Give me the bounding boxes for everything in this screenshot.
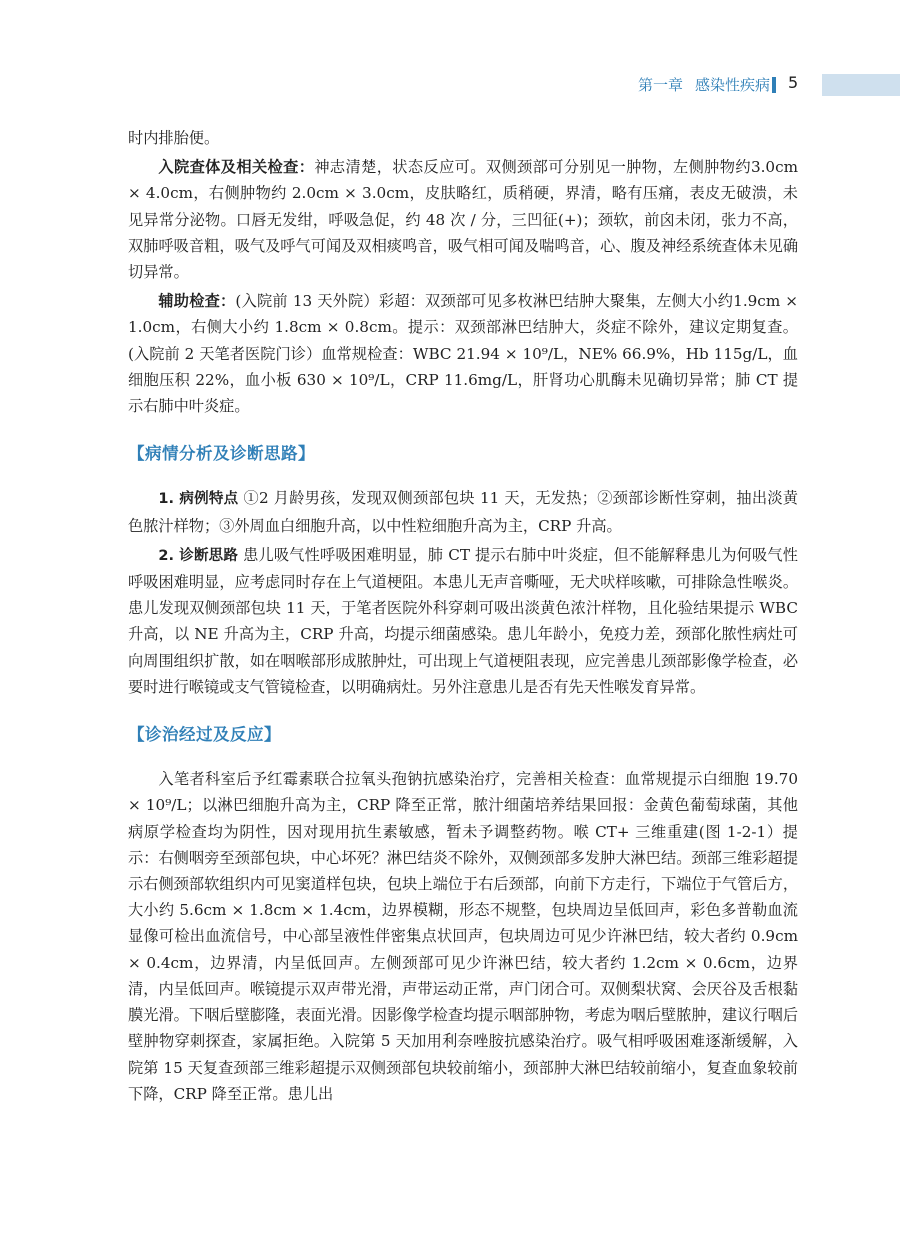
chapter-title	[638, 74, 770, 95]
case-features-paragraph	[128, 485, 798, 538]
section-heading-analysis: 【病情分析及诊断思路】	[128, 444, 315, 464]
admission-exam-paragraph	[128, 154, 798, 285]
auxiliary-exam-paragraph	[128, 288, 798, 419]
case-features-label: 1. 病例特点	[158, 491, 239, 508]
chapter-number: 第一章	[637, 76, 683, 94]
chapter-topic: 感染性疾病	[694, 76, 770, 94]
auxiliary-exam-label: 辅助检查：	[158, 292, 236, 311]
diagnosis-reasoning-text: 患儿吸气性呼吸困难明显，肺 CT 提示右肺中叶炎症，但不能解释患儿为何吸气性呼吸困难明显，应考虑同时存在上气道梗阻。本患儿无声音嘶哑，无犬吠样咳嗽，可排除急性喉炎。患儿发现双侧颈部包块 11 天，于笔者医院外科穿刺可吸出淡黄色浓汁样物，且化验结果提示 WBC 升高，以 NE 升高为主，CRP 升高，均提示细菌感染。患儿年龄小，免疫力差，颈部化脓性病灶可向周围组织扩散，如在咽喉部形成脓肿灶，可出现上气道梗阻表现，应完善患儿颈部影像学检查，必要时进行喉镜或支气管镜检查，以明确病灶。另外注意患儿是否有先天性喉发育异常。	[128, 545, 798, 696]
diagnosis-reasoning-paragraph	[128, 542, 798, 700]
auxiliary-exam-text: (入院前 13 天外院）彩超：双颈部可见多枚淋巴结肿大聚集，左侧大小约1.9cm × 1.0cm，右侧大小约 1.8cm × 0.8cm。提示：双颈部淋巴结肿大，炎症不除外，建议定期复查。(入院前 2 天笔者医院门诊）血常规检查：WBC 21.94 × 10⁹/L，NE% 66.9%，Hb 115g/L，血细胞压积 22%，血小板 630 × 10⁹/L，CRP 11.6mg/L，肝肾功心肌酶未见确切异常；肺 CT 提示右肺中叶炎症。	[128, 292, 798, 416]
admission-exam-label: 入院查体及相关检查：	[158, 158, 315, 177]
running-header	[0, 70, 900, 100]
continuation-paragraph: 时内排胎便。	[128, 129, 220, 147]
case-features-text: ①2 月龄男孩，发现双侧颈部包块 11 天，无发热；②颈部诊断性穿刺，抽出淡黄色脓汁样物；③外周血白细胞升高，以中性粒细胞升高为主，CRP 升高。	[128, 489, 798, 535]
header-divider	[772, 77, 776, 93]
admission-exam-text: 神志清楚，状态反应可。双侧颈部可分别见一肿物，左侧肿物约3.0cm × 4.0cm，右侧肿物约 2.0cm × 3.0cm，皮肤略红，质稍硬，界清，略有压痛，表皮无破溃，未见异常分泌物。口唇无发绀，呼吸急促，约 48 次 / 分，三凹征(+)；颈软，前囟未闭，张力不高，双肺呼吸音粗，吸气及呼气可闻及双相痰鸣音，吸气相可闻及喘鸣音，心、腹及神经系统查体未见确切异常。	[128, 158, 799, 282]
section-heading-treatment: 【诊治经过及反应】	[128, 725, 281, 745]
page-number: 5	[788, 73, 799, 92]
page-body	[128, 125, 798, 1110]
treatment-paragraph: 入笔者科室后予红霉素联合拉氧头孢钠抗感染治疗，完善相关检查：血常规提示白细胞 19.70 × 10⁹/L；以淋巴细胞升高为主，CRP 降至正常，脓汁细菌培养结果回报：金黄色葡萄球菌，其他病原学检查均为阴性，因对现用抗生素敏感，暂未予调整药物。喉 CT+ 三维重建(图 1-2-1）提示：右侧咽旁至颈部包块，中心坏死？淋巴结炎不除外，双侧颈部多发肿大淋巴结。颈部三维彩超提示右侧颈部软组织内可见窦道样包块，包块上端位于右后颈部，向前下方走行，下端位于气管后方，大小约 5.6cm × 1.8cm × 1.4cm，边界模糊，形态不规整，包块周边呈低回声，彩色多普勒血流显像可检出血流信号，中心部呈液性伴密集点状回声，包块周边可见少许淋巴结，较大者约 0.9cm × 0.4cm，边界清，内呈低回声。左侧颈部可见少许淋巴结，较大者约 1.2cm × 0.6cm，边界清，内呈低回声。喉镜提示双声带光滑，声带运动正常，声门闭合可。双侧梨状窝、会厌谷及舌根黏膜光滑。下咽后壁膨隆，表面光滑。因影像学检查均提示咽部肿物，考虑为咽后壁脓肿，建议行咽后壁肿物穿刺探查，家属拒绝。入院第 5 天加用利奈唑胺抗感染治疗。吸气相呼吸困难逐渐缓解，入院第 15 天复查颈部三维彩超提示双侧颈部包块较前缩小，颈部肿大淋巴结较前缩小，复查血象较前下降，CRP 降至正常。患儿出	[128, 770, 798, 1103]
diagnosis-reasoning-label: 2. 诊断思路	[158, 547, 239, 564]
header-color-band	[822, 74, 900, 96]
